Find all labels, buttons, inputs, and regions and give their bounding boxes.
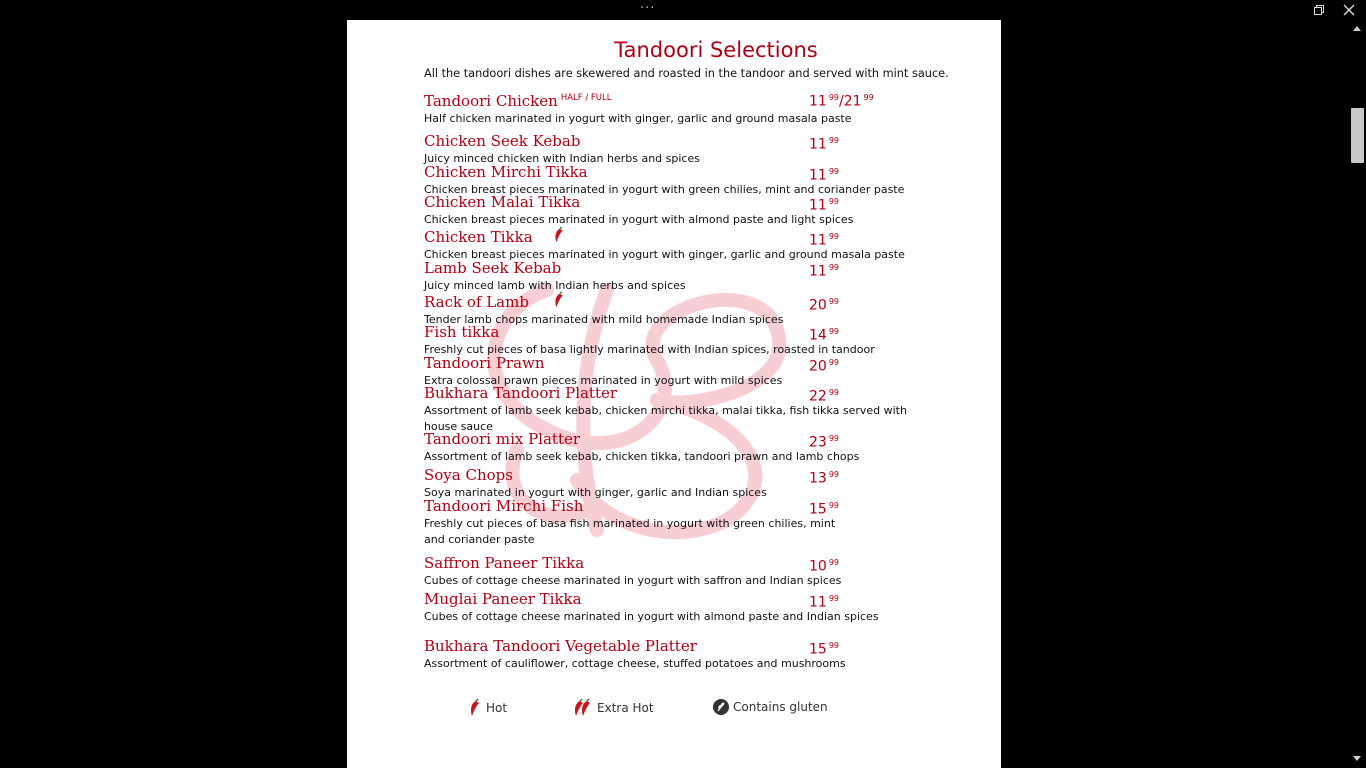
price-cents: 99: [828, 327, 840, 336]
legend-gluten: [712, 698, 828, 716]
scroll-up-arrow-icon[interactable]: [1351, 23, 1363, 35]
menu-item-price: [809, 466, 839, 488]
menu-item-name-text: Tandoori Mirchi Fish: [424, 497, 584, 515]
price-dollars: 11: [809, 167, 827, 184]
price-cents: 99: [828, 263, 840, 272]
menu-item-price: [809, 384, 839, 406]
gluten-icon: [712, 698, 730, 716]
menu-item-name: [424, 259, 944, 277]
menu-item-name: [424, 193, 944, 211]
price-cents: 99: [828, 501, 840, 510]
close-window-icon[interactable]: [1342, 3, 1356, 17]
menu-item-description: Extra colossal prawn pieces marinated in yogurt with mild spices: [424, 374, 783, 387]
menu-item-name: [424, 497, 944, 515]
menu-item-price: [809, 590, 839, 612]
price-dollars: 14: [809, 327, 827, 344]
menu-item-description: Cubes of cottage cheese marinated in yogurt with almond paste and Indian spices: [424, 610, 879, 623]
menu-item-price: [809, 354, 839, 376]
menu-item-description: Half chicken marinated in yogurt with ginger, garlic and ground masala paste: [424, 112, 852, 125]
menu-item-price: [809, 430, 839, 452]
menu-item-description: Assortment of lamb seek kebab, chicken mirchi tikka, malai tikka, fish tikka served with house sauce: [424, 404, 907, 433]
menu-item-description: Cubes of cottage cheese marinated in yogurt with saffron and Indian spices: [424, 574, 842, 587]
menu-item-name-text: Tandoori Prawn: [424, 354, 545, 372]
menu-item-name: [424, 163, 944, 181]
price-dollars: 23: [809, 434, 827, 451]
menu-item-name-text: Muglai Paneer Tikka: [424, 590, 582, 608]
menu-item-description: Juicy minced chicken with Indian herbs and spices: [424, 152, 700, 165]
menu-item: [424, 466, 944, 501]
menu-item-description: Chicken breast pieces marinated in yogurt with green chilies, mint and coriander paste: [424, 183, 905, 196]
document-page: [347, 20, 1001, 768]
price-cents: 99: [828, 470, 840, 479]
menu-item-description: Soya marinated in yogurt with ginger, garlic and Indian spices: [424, 486, 767, 499]
menu-item-name-text: Bukhara Tandoori Platter: [424, 384, 618, 402]
menu-item-description: Tender lamb chops marinated with mild homemade Indian spices: [424, 313, 784, 326]
menu-item-name: [424, 590, 944, 608]
price-dollars: 15: [809, 641, 827, 658]
scrollbar-thumb[interactable]: [1351, 108, 1364, 163]
more-options-icon[interactable]: ···: [640, 1, 656, 16]
price-dollars: 11: [809, 93, 827, 110]
menu-item-description: Assortment of cauliflower, cottage cheese, stuffed potatoes and mushrooms: [424, 657, 846, 670]
price-dollars: 22: [809, 388, 827, 405]
price-cents: 99: [828, 558, 840, 567]
menu-item: [424, 259, 944, 294]
scroll-down-arrow-icon[interactable]: [1351, 752, 1363, 764]
menu-item-name-text: Bukhara Tandoori Vegetable Platter: [424, 637, 697, 655]
menu-item-name-text: Lamb Seek Kebab: [424, 259, 562, 277]
menu-item-price: [809, 497, 839, 519]
menu-item-price: [809, 89, 874, 111]
hot-chili-icon: [467, 698, 483, 718]
menu-item-name-text: Rack of Lamb: [424, 293, 529, 311]
menu-item-description: Assortment of lamb seek kebab, chicken tikka, tandoori prawn and lamb chops: [424, 450, 860, 463]
menu-item-name-text: Tandoori mix Platter: [424, 430, 581, 448]
menu-item-description: Juicy minced lamb with Indian herbs and spices: [424, 279, 686, 292]
menu-item-price: [809, 293, 839, 315]
menu-item-name: [424, 228, 944, 246]
restore-window-icon[interactable]: [1312, 3, 1326, 17]
price-dollars: 15: [809, 501, 827, 518]
legend-extra-hot-label: Extra Hot: [597, 701, 654, 715]
price-cents: 99: [828, 93, 840, 102]
menu-item: [424, 323, 944, 358]
menu-item: [424, 430, 944, 465]
menu-item: [424, 590, 944, 625]
legend-extra-hot: [572, 698, 654, 718]
price-cents: 99: [828, 136, 840, 145]
legend-hot: [467, 698, 507, 718]
menu-item: [424, 384, 944, 435]
menu-item-description: Chicken breast pieces marinated in yogurt with ginger, garlic and ground masala paste: [424, 248, 905, 261]
extra-hot-chili-icon: [572, 698, 594, 718]
menu-item-name-text: Fish tikka: [424, 323, 500, 341]
menu-item-size: HALF / FULL: [560, 93, 612, 103]
price-cents: 99: [828, 197, 840, 206]
menu-item-name: [424, 323, 944, 341]
menu-item-price: [809, 193, 839, 215]
menu-item-name: [424, 293, 944, 311]
menu-item-name: [424, 384, 944, 402]
legend-gluten-label: Contains gluten: [733, 700, 828, 714]
menu-item-name: [424, 466, 944, 484]
price-dollars: 11: [809, 136, 827, 153]
menu-item: [424, 497, 944, 548]
menu-item-price: [809, 554, 839, 576]
menu-item-name: [424, 430, 944, 448]
menu-item-name-text: Chicken Malai Tikka: [424, 193, 581, 211]
menu-item: [424, 89, 944, 127]
menu-item-description: Chicken breast pieces marinated in yogurt with almond paste and light spices: [424, 213, 854, 226]
page-title: Tandoori Selections: [614, 38, 818, 62]
menu-item: [424, 554, 944, 589]
price-cents: 99: [828, 641, 840, 650]
menu-item-name-text: Chicken Mirchi Tikka: [424, 163, 588, 181]
menu-item-name: [424, 554, 944, 572]
price-dollars: 20: [809, 358, 827, 375]
menu-item-description: Freshly cut pieces of basa fish marinated in yogurt with green chilies, mint and coriander paste: [424, 517, 836, 546]
price-cents: 99: [828, 232, 840, 241]
price-cents: 99: [828, 434, 840, 443]
menu-item-price: [809, 163, 839, 185]
price-dollars: 11: [809, 232, 827, 249]
hot-chili-icon: [550, 291, 568, 309]
menu-item: [424, 228, 944, 263]
menu-intro: All the tandoori dishes are skewered and roasted in the tandoor and served with mint sauce.: [424, 67, 949, 80]
menu-item-price: [809, 637, 839, 659]
menu-item-name-text: Saffron Paneer Tikka: [424, 554, 585, 572]
price-cents: 99: [828, 594, 840, 603]
menu-item-name-text: Chicken Tikka: [424, 228, 533, 246]
price-cents-full: 99: [863, 93, 874, 102]
menu-item-price: [809, 228, 839, 250]
price-dollars: 10: [809, 558, 827, 575]
price-cents: 99: [828, 388, 840, 397]
menu-item-description: Freshly cut pieces of basa lightly marinated with Indian spices, roasted in tandoor: [424, 343, 875, 356]
hot-chili-icon: [550, 226, 568, 244]
menu-item-price: [809, 132, 839, 154]
price-dollars: 11: [809, 197, 827, 214]
price-cents: 99: [828, 167, 840, 176]
window-titlebar: [0, 0, 1366, 20]
price-cents: 99: [828, 358, 840, 367]
price-dollars: 13: [809, 470, 827, 487]
menu-item: [424, 132, 944, 167]
menu-item-price: [809, 323, 839, 345]
menu-item-name: [424, 132, 944, 150]
menu-item: [424, 637, 944, 672]
price-dollars-full: /21: [839, 93, 862, 110]
menu-item-name-text: Chicken Seek Kebab: [424, 132, 581, 150]
menu-item: [424, 193, 944, 228]
price-dollars: 20: [809, 297, 827, 314]
legend-hot-label: Hot: [486, 701, 508, 715]
price-dollars: 11: [809, 263, 827, 280]
menu-item-name: [424, 354, 944, 372]
menu-item-name-text: Tandoori Chicken: [424, 92, 558, 110]
menu-item-name: [424, 637, 944, 655]
menu-item-price: [809, 259, 839, 281]
price-dollars: 11: [809, 594, 827, 611]
menu-item-name-text: Soya Chops: [424, 466, 513, 484]
price-cents: 99: [828, 297, 840, 306]
